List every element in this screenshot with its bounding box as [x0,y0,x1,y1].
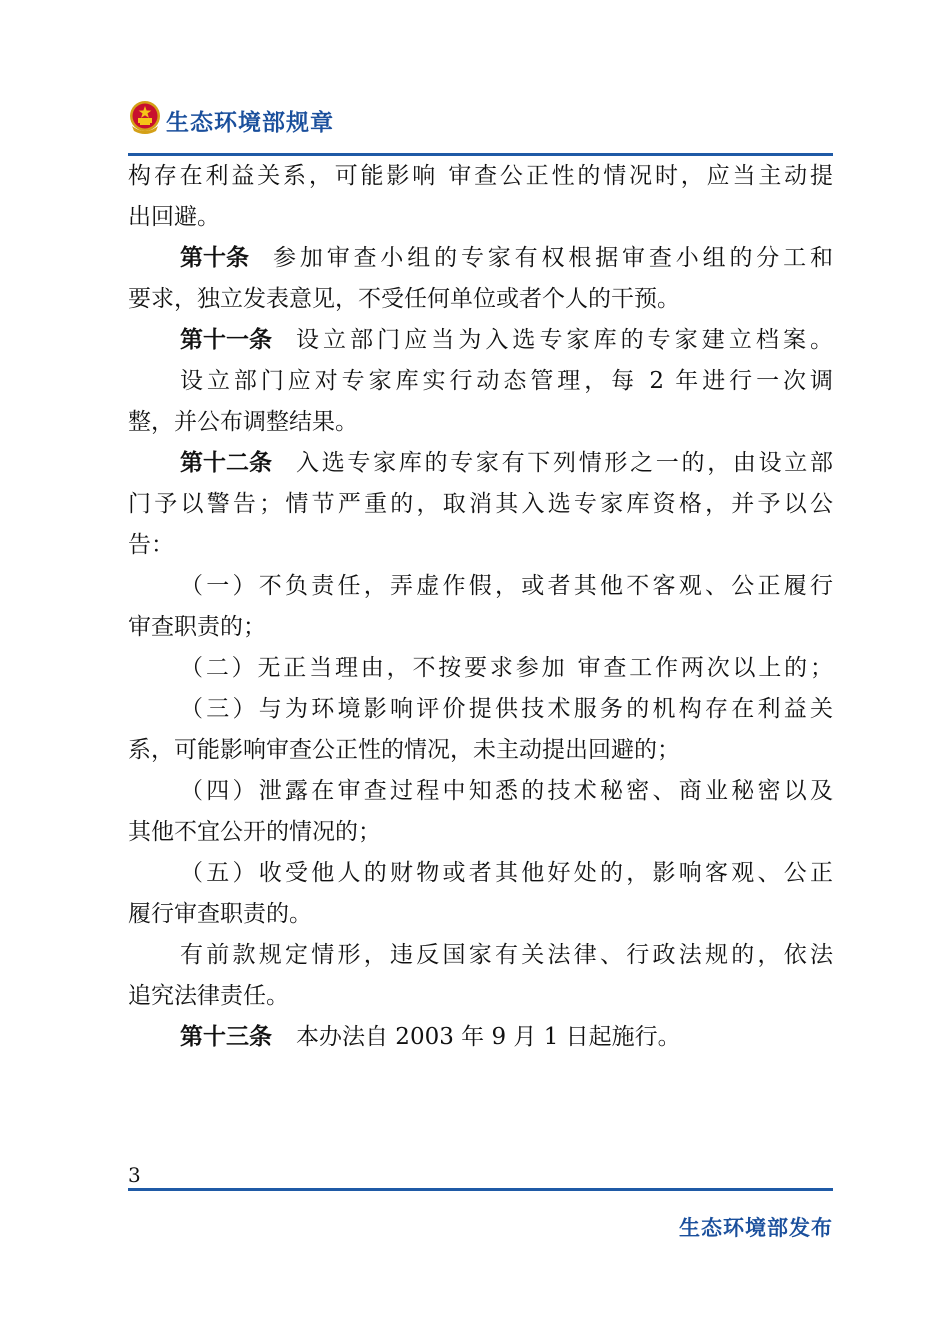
footer-rule [128,1188,833,1191]
line-text: （四）泄露在审查过程中知悉的技术秘密、商业秘密以及 [180,778,833,804]
body-line [128,402,833,443]
line-text: 参加审查小组的专家有权根据审查小组的分工和 [273,245,833,271]
body-line [128,935,833,976]
line-text: 整，并公布调整结果。 [128,409,358,435]
body-line [128,976,833,1017]
body-line [128,566,833,607]
body-line [128,771,833,812]
body-line [128,197,833,238]
line-text: 要求，独立发表意见，不受任何单位或者个人的干预。 [128,286,680,312]
body-line [128,443,833,484]
line-text: 门予以警告；情节严重的，取消其入选专家库资格，并予以公 [128,491,833,517]
body-line [128,156,833,197]
line-text: 追究法律责任。 [128,983,289,1009]
article-heading: 第十二条 [180,450,272,476]
body-line [128,525,833,566]
line-text: 系，可能影响审查公正性的情况，未主动提出回避的； [128,737,680,763]
document-body [128,156,833,1058]
line-text: 出回避。 [128,204,220,230]
line-text: （一）不负责任，弄虚作假，或者其他不客观、公正履行 [180,573,833,599]
line-text: 审查职责的； [128,614,266,640]
body-line [128,279,833,320]
line-text: 设立部门应对专家库实行动态管理，每 2 年进行一次调 [180,368,833,394]
body-line [128,853,833,894]
national-emblem-icon [128,100,162,136]
body-line [128,689,833,730]
article-heading: 第十一条 [180,327,272,353]
body-line [128,484,833,525]
body-line [128,648,833,689]
article-heading: 第十三条 [180,1024,272,1050]
line-text: 告： [128,532,174,558]
line-text: 本办法自 2003 年 9 月 1 日起施行。 [296,1024,681,1050]
line-text: 入选专家库的专家有下列情形之一的，由设立部 [296,450,833,476]
body-line [128,320,833,361]
line-text: 履行审查职责的。 [128,901,312,927]
page-number: 3 [128,1163,141,1187]
page-header [128,98,833,156]
line-text: 有前款规定情形，违反国家有关法律、行政法规的，依法 [180,942,833,968]
article-heading: 第十条 [180,245,249,271]
body-line [128,812,833,853]
body-line [128,238,833,279]
line-text: 其他不宜公开的情况的； [128,819,381,845]
line-text: （三）与为环境影响评价提供技术服务的机构存在利益关 [180,696,833,722]
body-line [128,607,833,648]
body-line [128,1017,833,1058]
line-text: （五）收受他人的财物或者其他好处的，影响客观、公正 [180,860,833,886]
line-text: 构存在利益关系，可能影响 审查公正性的情况时，应当主动提 [128,163,833,189]
body-line [128,894,833,935]
line-text: （二）无正当理由，不按要求参加 审查工作两次以上的； [180,655,833,681]
header-title: 生态环境部规章 [166,110,334,136]
body-line [128,361,833,402]
body-line [128,730,833,771]
line-text: 设立部门应当为入选专家库的专家建立档案。 [296,327,833,353]
footer-publisher: 生态环境部发布 [679,1216,833,1240]
